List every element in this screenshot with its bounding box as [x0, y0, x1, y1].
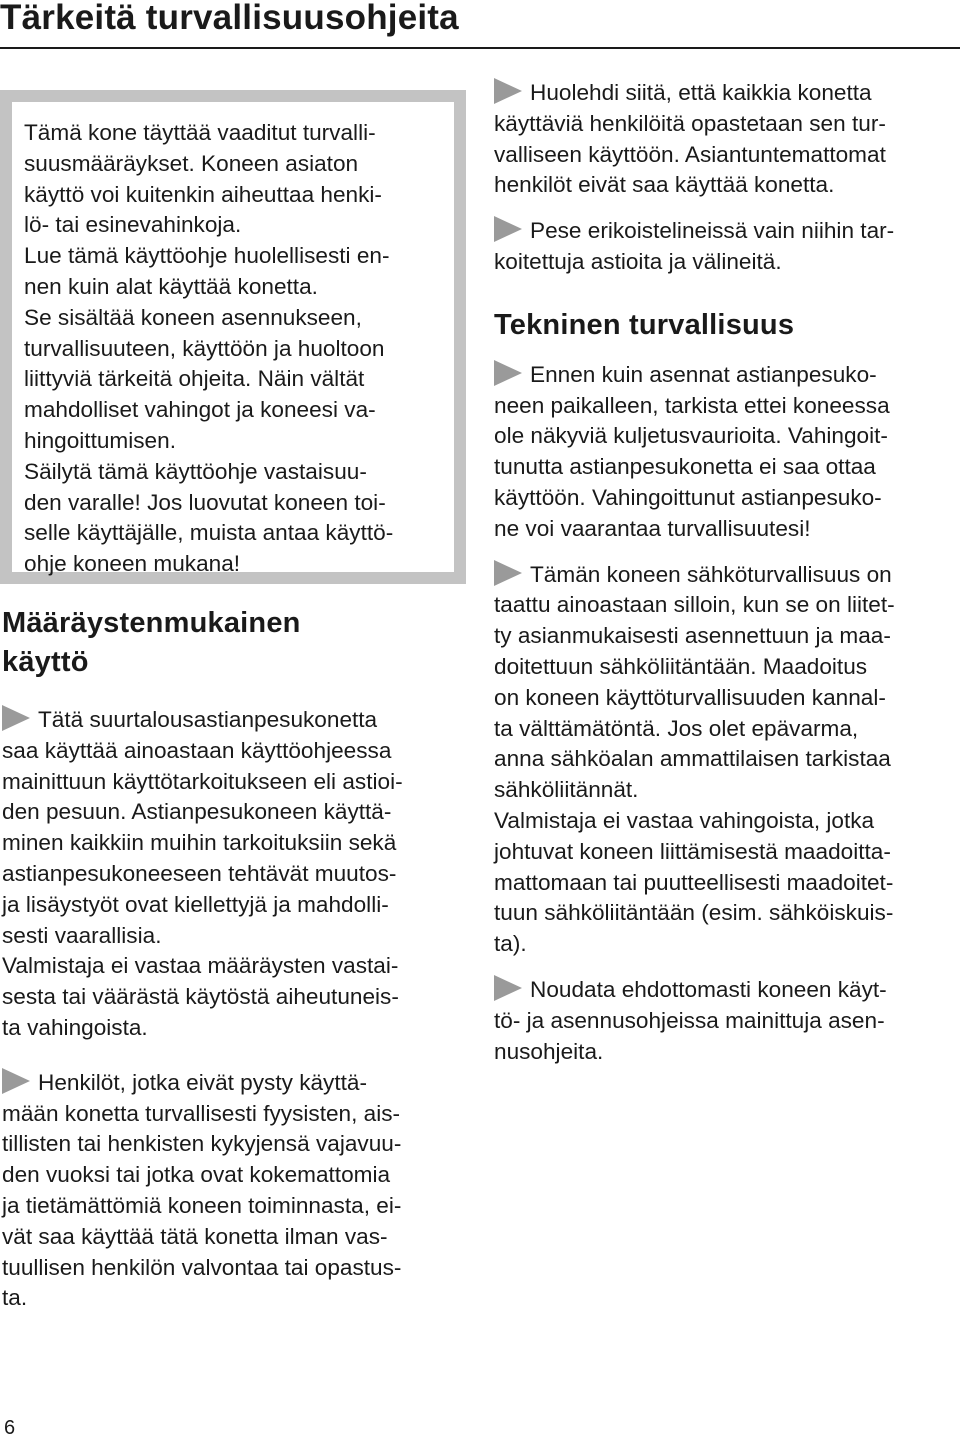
text-line: sesta tai väärästä käytöstä aiheutuneis-	[2, 984, 399, 1010]
text-line: nusohjeita.	[494, 1038, 604, 1064]
text-line: on koneen käyttöturvallisuuden kannal-	[494, 684, 886, 710]
text-line: Pese erikoistelineissä vain niihin tar-	[530, 218, 895, 244]
text-line: Noudata ehdottomasti koneen käyt-	[530, 976, 887, 1002]
bullet-arrow-icon	[494, 78, 522, 104]
bullet-arrow-icon	[2, 1068, 30, 1094]
notice-line: mahdolliset vahingot ja koneesi va-	[24, 397, 376, 423]
electrical-safety-paragraph	[494, 560, 956, 960]
text-line: minen kaikkiin muihin tarkoituksiin sekä	[2, 830, 397, 856]
text-line: ta välttämätöntä. Jos olet epävarma,	[494, 715, 859, 741]
text-line: Tätä suurtalousastianpesukonetta	[38, 707, 378, 732]
text-line: tö- ja asennusohjeissa mainittuja asen-	[494, 1007, 885, 1033]
notice-line: hingoittumisen.	[24, 427, 176, 453]
text-line: käyttöön. Vahingoittunut astianpesuko-	[494, 484, 882, 510]
bullet-arrow-icon	[494, 360, 522, 386]
text-line: Huolehdi siitä, että kaikkia konetta	[530, 80, 872, 105]
right-column	[494, 78, 956, 1067]
bullet-arrow-icon	[494, 975, 522, 1001]
text-line: Tämän koneen sähköturvallisuus on	[530, 561, 892, 587]
intended-use-paragraph	[2, 705, 462, 1044]
text-line: tunutta astianpesukonetta ei saa ottaa	[494, 454, 876, 480]
washing-paragraph	[494, 216, 956, 278]
notice-line: turvallisuuteen, käyttöön ja huoltoon	[24, 335, 385, 361]
text-line: astianpesukoneeseen tehtävät muutos-	[2, 860, 397, 886]
notice-line: suusmääräykset. Koneen asiaton	[24, 150, 359, 176]
notice-line: Tämä kone täyttää vaaditut turvalli-	[24, 120, 376, 145]
notice-line: Se sisältää koneen asennukseen,	[24, 304, 362, 330]
text-line: neen paikalleen, tarkista ettei koneessa	[494, 392, 890, 418]
text-line: ta).	[494, 931, 527, 957]
text-line: vät saa käyttää tätä konetta ilman vas-	[2, 1223, 388, 1249]
notice-line: lö- tai esinevahinkoja.	[24, 212, 242, 238]
notice-line: nen kuin alat käyttää konetta.	[24, 273, 318, 299]
text-line: ja lisäystyöt ovat kiellettyjä ja mahdolli-	[2, 891, 389, 917]
text-line: ne voi vaarantaa turvallisuutesi!	[494, 515, 811, 541]
text-line: ty asianmukaisesti asennettuun ja maa-	[494, 623, 891, 649]
heading-line: käyttö	[2, 646, 89, 678]
text-line: ja tietämättömiä koneen toiminnasta, ei-	[2, 1192, 402, 1218]
text-line: den pesuun. Astianpesukoneen käyttä-	[2, 799, 392, 825]
text-line: mään konetta turvallisesti fyysisten, ais-	[2, 1100, 401, 1126]
text-line: sähköliitännät.	[494, 777, 639, 803]
text-line: anna sähköalan ammattilaisen tarkistaa	[494, 746, 891, 772]
text-line: Henkilöt, jotka eivät pysty käyttä-	[38, 1069, 367, 1095]
notice-line: liittyviä tärkeitä ohjeita. Näin vältät	[24, 366, 365, 392]
text-line: valliseen käyttöön. Asiantuntemattomat	[494, 141, 886, 167]
text-line: den vuoksi tai jotka ovat kokemattomia	[2, 1162, 391, 1188]
notice-line: käyttö voi kuitenkin aiheuttaa henki-	[24, 181, 382, 207]
text-line: sesti vaarallisia.	[2, 922, 162, 948]
intended-use-heading	[2, 604, 462, 682]
page-number: 6	[4, 1417, 16, 1439]
text-line: Valmistaja ei vastaa vahingoista, jotka	[494, 807, 875, 833]
text-line: johtuvat koneen liittämisestä maadoitta-	[494, 838, 891, 864]
bullet-arrow-icon	[494, 560, 522, 586]
text-line: koitettuja astioita ja välineitä.	[494, 248, 782, 274]
left-column	[2, 604, 462, 1314]
instruction-paragraph	[494, 78, 956, 201]
text-line: taattu ainoastaan silloin, kun se on liitet-	[494, 592, 895, 618]
bullet-arrow-icon	[494, 216, 522, 242]
page-title: Tärkeitä turvallisuusohjeita	[0, 0, 459, 37]
notice-line: ohje koneen mukana!	[24, 551, 241, 577]
text-line: Valmistaja ei vastaa määräysten vastai-	[2, 953, 399, 979]
notice-line: den varalle! Jos luovutat koneen toi-	[24, 489, 386, 515]
notice-line: Säilytä tämä käyttöohje vastaisuu-	[24, 458, 367, 484]
text-line: tillisten tai henkisten kykyjensä vajavuu-	[2, 1131, 402, 1157]
text-line: saa käyttää ainoastaan käyttöohjeessa	[2, 737, 392, 763]
heading-line: Määräystenmukainen	[2, 607, 301, 639]
bullet-arrow-icon	[2, 705, 30, 731]
persons-paragraph	[2, 1068, 462, 1314]
text-line: ta.	[2, 1285, 28, 1311]
text-line: tuun sähköliitäntään (esim. sähköiskuis-	[494, 900, 894, 926]
text-line: doitettuun sähköliitäntään. Maadoitus	[494, 653, 868, 679]
title-divider	[0, 47, 960, 49]
text-line: mattomaan tai puutteellisesti maadoitet-	[494, 869, 894, 895]
text-line: ta vahingoista.	[2, 1014, 148, 1040]
notice-box	[0, 90, 466, 584]
text-line: mainittuun käyttötarkoitukseen eli astioi-	[2, 768, 403, 794]
notice-line: Lue tämä käyttöohje huolellisesti en-	[24, 243, 390, 269]
text-line: käyttäviä henkilöitä opastetaan sen tur-	[494, 110, 886, 136]
text-line: Ennen kuin asennat astianpesuko-	[530, 361, 877, 387]
notice-line: selle käyttäjälle, muista antaa käyttö-	[24, 520, 394, 546]
text-line: ole näkyviä kuljetusvaurioita. Vahingoit-	[494, 423, 888, 449]
text-line: henkilöt eivät saa käyttää konetta.	[494, 172, 835, 198]
installation-check-paragraph	[494, 360, 956, 545]
installation-instructions-paragraph	[494, 975, 956, 1067]
technical-safety-heading: Tekninen turvallisuus	[494, 308, 795, 341]
text-line: tuullisen henkilön valvontaa tai opastus-	[2, 1254, 402, 1280]
